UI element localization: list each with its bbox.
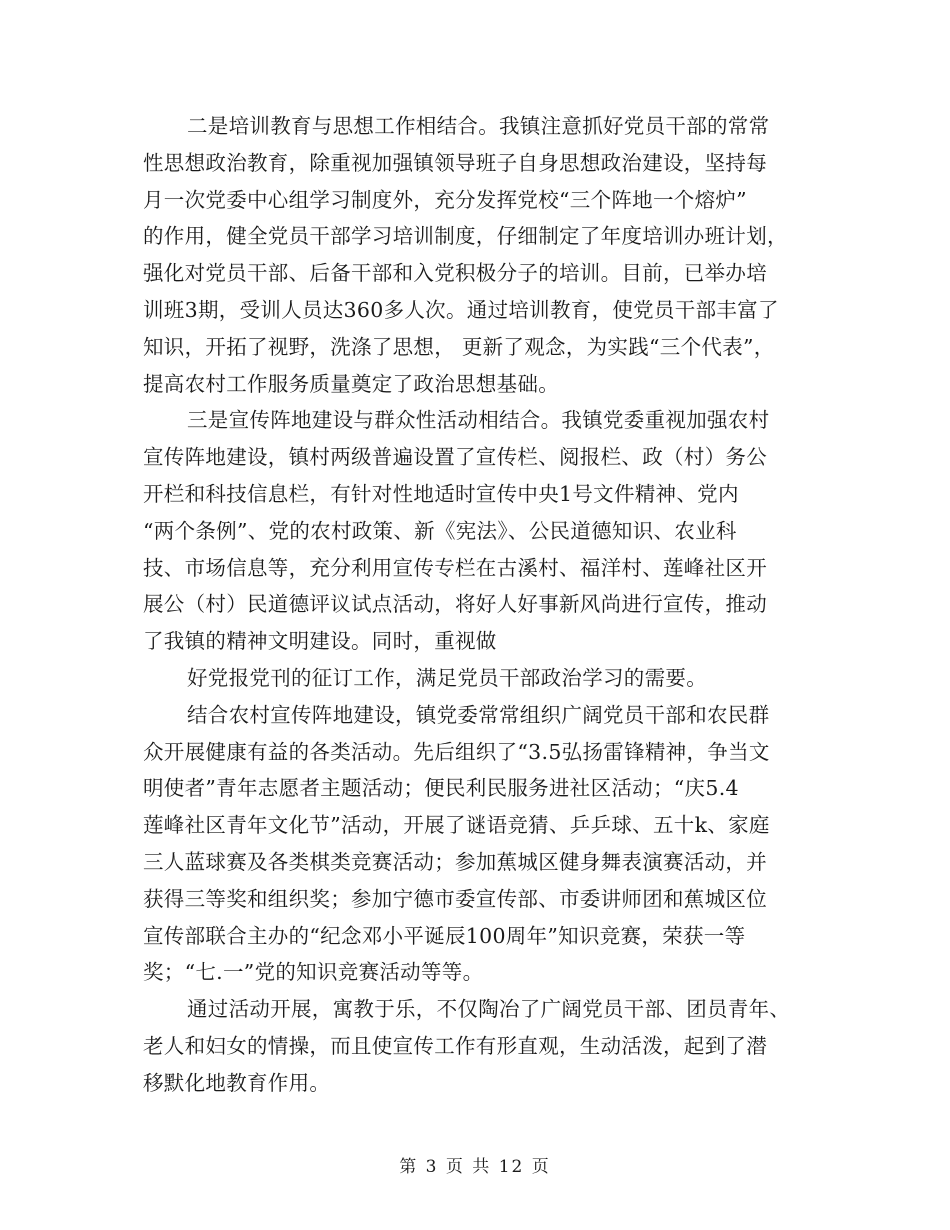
text-line: 知识，开拓了视野，洗涤了思想， 更新了观念，为实践“三个代表”， [143, 334, 775, 359]
text-line: “两个条例”、党的农村政策、新《宪法》、公民道德知识、农业科 [143, 518, 737, 543]
page-number-footer: 第 3 页 共 12 页 [399, 1157, 551, 1177]
paragraph-activities [143, 697, 813, 991]
text-line: 众开展健康有益的各类活动。先后组织了“3.5弘扬雷锋精神，争当文 [143, 739, 770, 764]
text-line: 莲峰社区青年文化节”活动，开展了谜语竞猜、乒乒球、五十k、家庭 [143, 813, 770, 838]
text-line: 展公（村）民道德评议试点活动，将好人好事新风尚进行宣传，推动 [143, 592, 767, 617]
text-line: 宣传阵地建设，镇村两级普遍设置了宣传栏、阅报栏、政（村）务公 [143, 445, 767, 470]
document-body [143, 108, 813, 1102]
text-line: 的作用，健全党员干部学习培训制度，仔细制定了年度培训办班计划， [143, 224, 788, 249]
paragraph-propaganda [143, 402, 813, 660]
paragraph-conclusion [143, 991, 813, 1101]
text-line: 提高农村工作服务质量奠定了政治思想基础。 [143, 371, 559, 396]
text-line: 二是培训教育与思想工作相结合。我镇注意抓好党员干部的常常 [187, 114, 770, 138]
text-line: 获得三等奖和组织奖；参加宁德市委宣传部、市委讲师团和蕉城区位 [143, 886, 767, 911]
paragraph-subscription [143, 660, 813, 697]
text-line: 结合农村宣传阵地建设，镇党委常常组织广阔党员干部和农民群 [187, 702, 770, 727]
text-line: 通过活动开展，寓教于乐，不仅陶冶了广阔党员干部、团员青年、 [187, 997, 791, 1022]
text-line: 三是宣传阵地建设与群众性活动相结合。我镇党委重视加强农村 [187, 408, 770, 433]
text-line: 强化对党员干部、后备干部和入党积极分子的培训。目前，已举办培 [143, 261, 767, 286]
paragraph-training [143, 108, 813, 402]
text-line: 训班3期，受训人员达360多人次。通过培训教育，使党员干部丰富了 [143, 297, 779, 322]
text-line: 三人蓝球赛及各类棋类竞赛活动；参加蕉城区健身舞表演赛活动，并 [143, 849, 767, 874]
text-line: 宣传部联合主办的“纪念邓小平诞辰100周年”知识竞赛，荣获一等 [143, 923, 746, 948]
text-line: 移默化地教育作用。 [143, 1070, 331, 1095]
text-line: 好党报党刊的征订工作，满足党员干部政治学习的需要。 [187, 665, 707, 690]
text-line: 了我镇的精神文明建设。同时，重视做 [143, 629, 497, 654]
text-line: 月一次党委中心组学习制度外，充分发挥党校“三个阵地一个熔炉” [143, 187, 747, 212]
text-line: 开栏和科技信息栏，有针对性地适时宣传中央1号文件精神、党内 [143, 481, 739, 506]
text-line: 技、市场信息等，充分利用宣传专栏在古溪村、福洋村、莲峰社区开 [143, 555, 767, 580]
text-line: 奖；“七.一”党的知识竞赛活动等等。 [143, 960, 484, 985]
text-line: 性思想政治教育，除重视加强镇领导班子自身思想政治建设，坚持每 [143, 150, 767, 175]
text-line: 明使者”青年志愿者主题活动；便民利民服务进社区活动；“庆5.4 [143, 776, 739, 801]
text-line: 老人和妇女的情操，而且使宣传工作有形直观，生动活泼，起到了潜 [143, 1033, 767, 1058]
